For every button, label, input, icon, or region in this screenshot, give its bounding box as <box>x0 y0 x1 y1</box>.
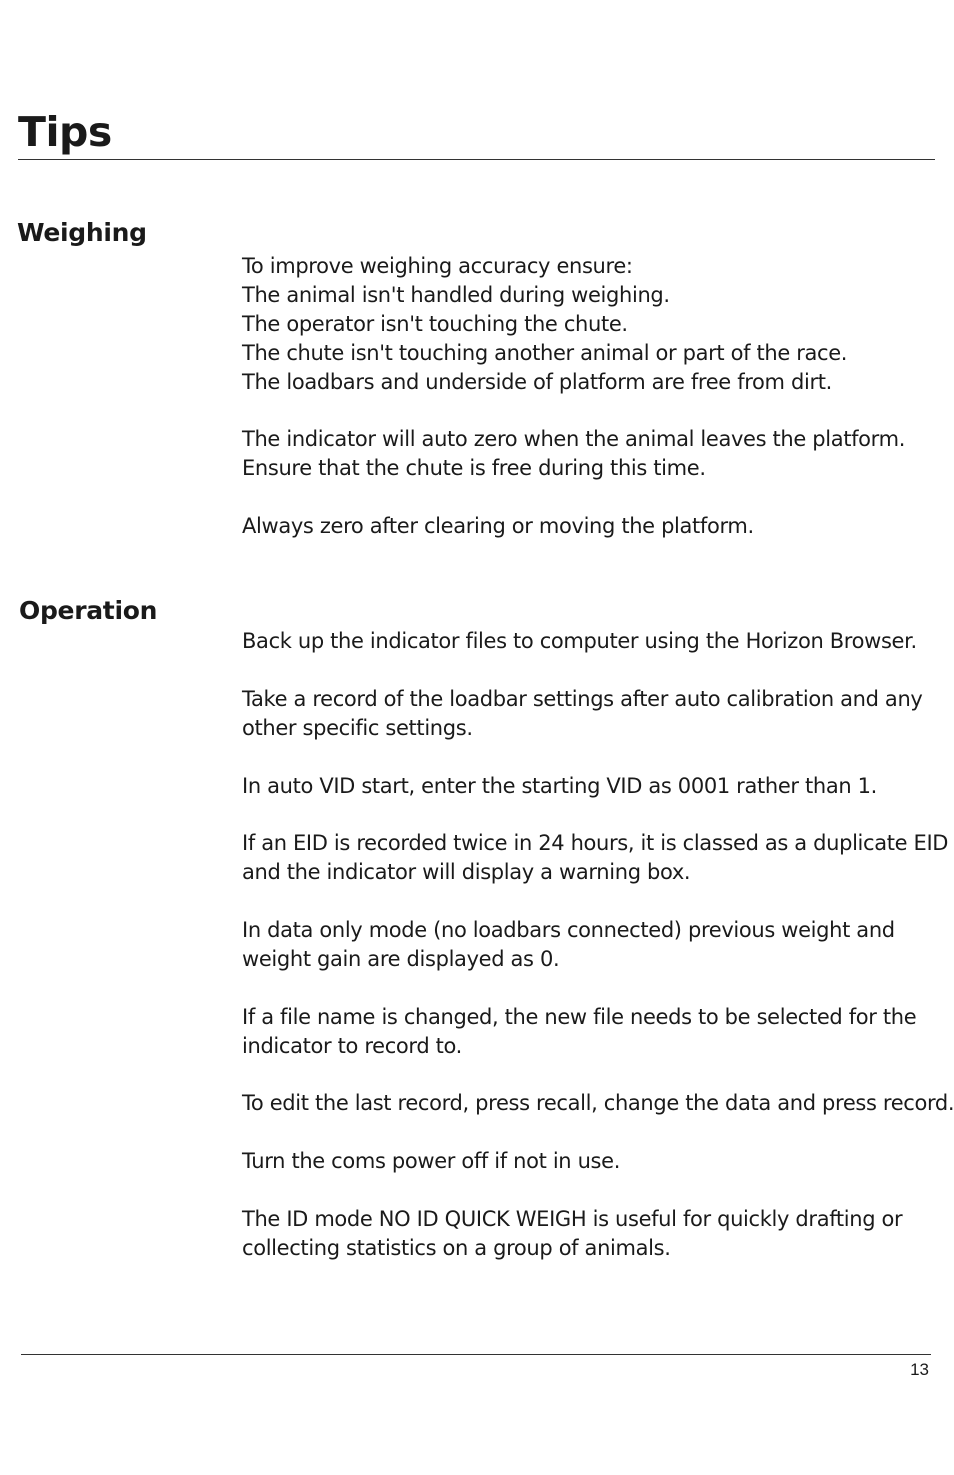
text-line: The animal isn't handled during weighing. <box>242 282 670 307</box>
text-line: The indicator will auto zero when the animal leaves the platform. <box>242 427 906 452</box>
page-title: Tips <box>18 108 112 156</box>
text-line: The operator isn't touching the chute. <box>242 311 628 336</box>
paragraph-gap <box>242 656 942 685</box>
weighing-body <box>242 252 942 541</box>
text-line: The ID mode NO ID QUICK WEIGH is useful for quickly drafting or <box>242 1207 903 1231</box>
operation-heading: Operation <box>19 596 158 625</box>
paragraph-gap <box>242 974 942 1003</box>
page-number: 13 <box>910 1360 929 1379</box>
text-line: indicator to record to. <box>242 1033 462 1058</box>
paragraph-gap <box>242 887 942 916</box>
text-line: collecting statistics on a group of animals. <box>242 1235 671 1260</box>
paragraph-gap <box>242 800 942 829</box>
text-line: Turn the coms power off if not in use. <box>242 1149 621 1174</box>
text-line: The loadbars and underside of platform are free from dirt. <box>242 369 832 394</box>
text-line: In auto VID start, enter the starting VID as 0001 rather than 1. <box>242 773 877 798</box>
paragraph-gap <box>242 397 942 426</box>
text-line: In data only mode (no loadbars connected) previous weight and <box>242 918 895 942</box>
text-line: The chute isn't touching another animal or part of the race. <box>242 340 848 365</box>
text-line: Take a record of the loadbar settings after auto calibration and any <box>242 686 923 711</box>
paragraph-gap <box>242 1118 942 1147</box>
text-line: and the indicator will display a warning box. <box>242 860 691 885</box>
paragraph-gap <box>242 483 942 512</box>
paragraph-gap <box>242 1061 942 1090</box>
text-line: weight gain are displayed as 0. <box>242 946 560 971</box>
weighing-heading: Weighing <box>17 218 147 247</box>
text-line: To edit the last record, press recall, change the data and press record. <box>242 1091 954 1116</box>
text-line: To improve weighing accuracy ensure: <box>242 254 633 278</box>
text-line: Back up the indicator files to computer using the Horizon Browser. <box>242 629 917 653</box>
title-divider <box>18 159 935 160</box>
text-line: If an EID is recorded twice in 24 hours, it is classed as a duplicate EID <box>242 831 949 856</box>
operation-body <box>242 627 954 1263</box>
paragraph-gap <box>242 1176 942 1205</box>
text-line: Always zero after clearing or moving the platform. <box>242 514 754 539</box>
paragraph-gap <box>242 743 942 772</box>
text-line: If a file name is changed, the new file needs to be selected for the <box>242 1004 917 1029</box>
footer-divider <box>21 1354 931 1355</box>
text-line: Ensure that the chute is free during this time. <box>242 456 706 481</box>
text-line: other specific settings. <box>242 715 473 740</box>
